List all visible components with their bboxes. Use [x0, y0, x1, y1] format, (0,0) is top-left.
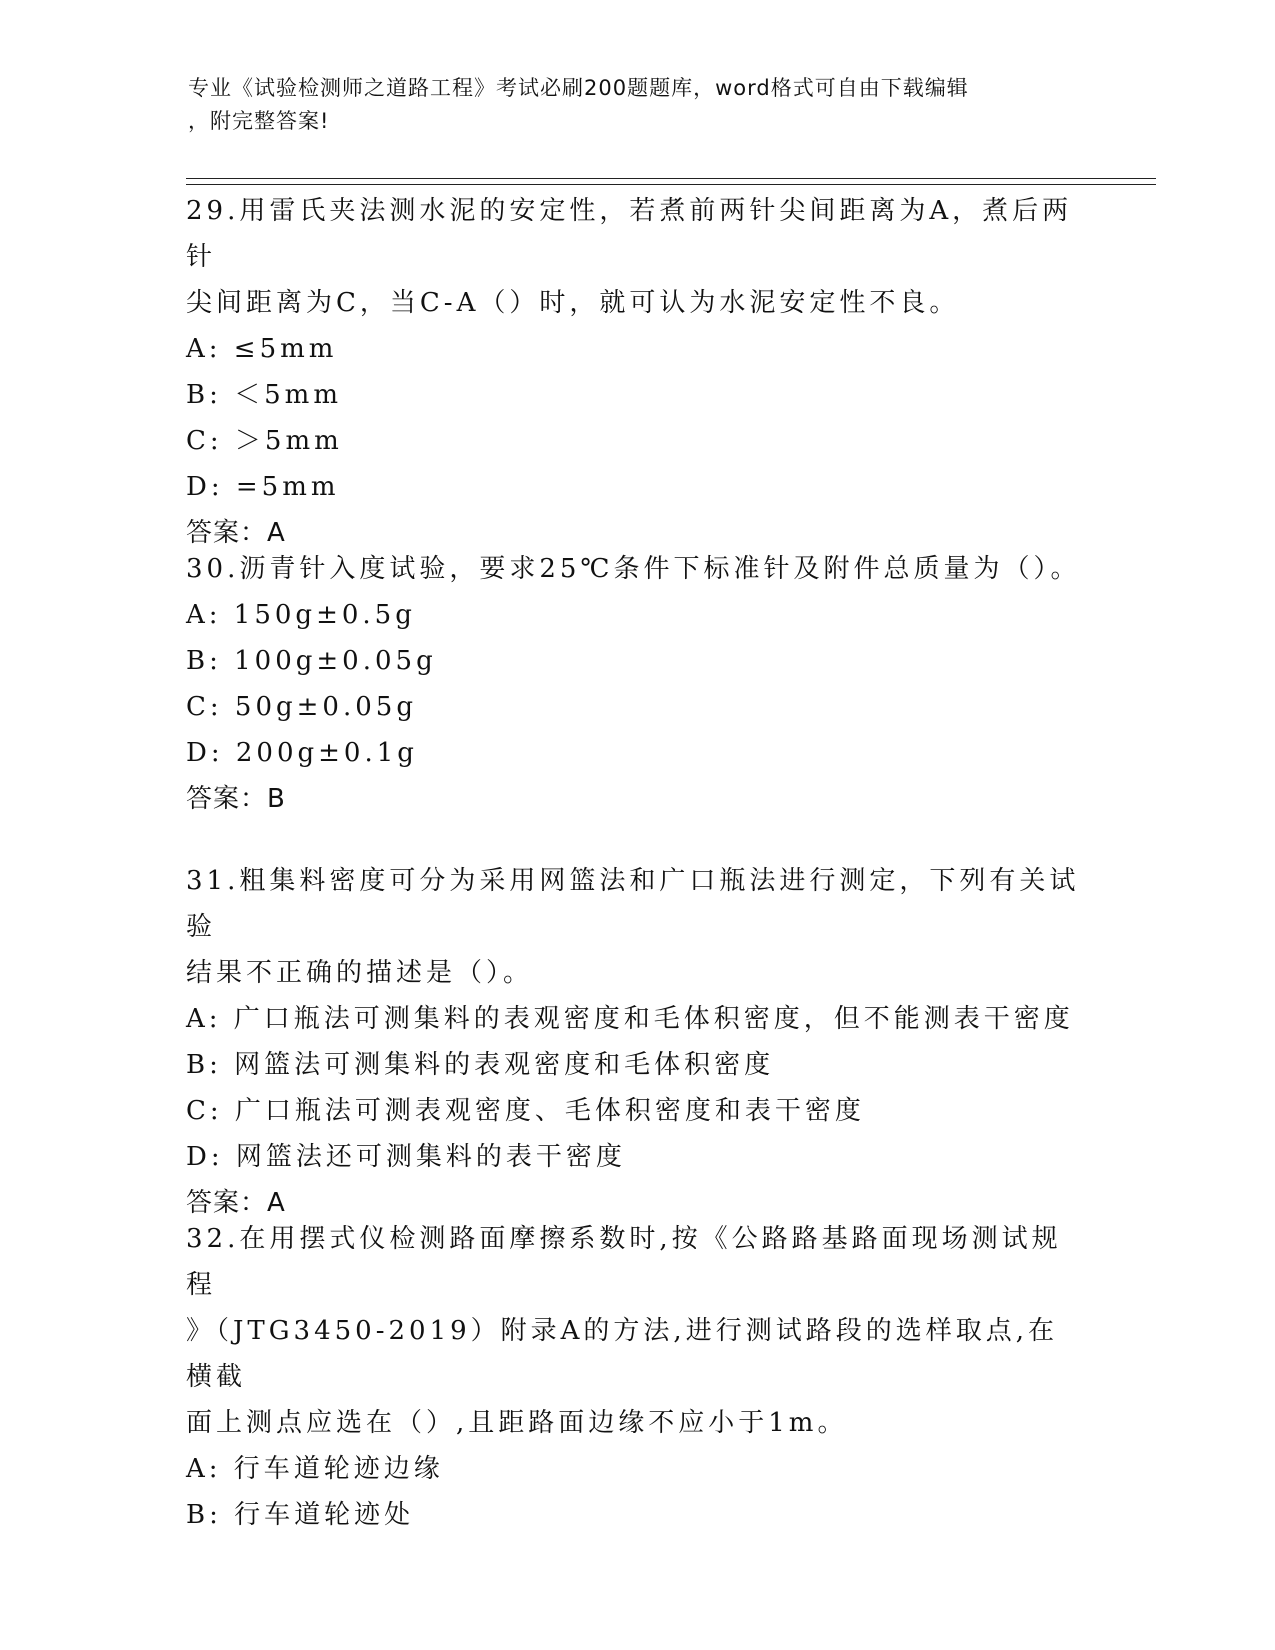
answer: 答案：A — [186, 518, 286, 548]
stem-line: 31.粗集料密度可分为采用网篮法和广口瓶法进行测定，下列有关试验 — [186, 866, 1080, 942]
stem-line: 30.沥青针入度试验，要求25℃条件下标准针及附件总质量为（）。 — [186, 554, 1081, 584]
stem-line: 29.用雷氏夹法测水泥的安定性，若煮前两针尖间距离为A，煮后两针 — [186, 196, 1073, 272]
question-stem — [186, 1216, 1086, 1446]
stem-line: 面上测点应选在（）,且距路面边缘不应小于1m。 — [186, 1408, 848, 1438]
question-32 — [186, 1216, 1086, 1538]
option-d: D: 网篮法还可测集料的表干密度 — [186, 1142, 626, 1172]
option-b: B: 100g±0.05g — [186, 646, 437, 676]
stem-line: 尖间距离为C，当C-A（）时，就可认为水泥安定性不良。 — [186, 288, 960, 318]
question-stem — [186, 546, 1086, 592]
header-divider-top — [186, 178, 1156, 179]
answer: 答案：B — [186, 784, 286, 814]
option-d: D: 200g±0.1g — [186, 738, 418, 768]
stem-line: 32.在用摆式仪检测路面摩擦系数时,按《公路路基路面现场测试规程 — [186, 1224, 1062, 1300]
option-b: B: 网篮法可测集料的表观密度和毛体积密度 — [186, 1050, 775, 1080]
header-line-2: ，附完整答案! — [188, 109, 330, 133]
stem-line: 》（JTG3450-2019）附录A的方法,进行测试路段的选样取点,在横截 — [186, 1316, 1058, 1392]
option-b: B: 行车道轮迹处 — [186, 1500, 415, 1530]
stem-line: 结果不正确的描述是（）。 — [186, 958, 534, 988]
header-divider-bottom — [186, 184, 1156, 185]
header-line-1: 专业《试验检测师之道路工程》考试必刷200题题库，word格式可自由下载编辑 — [188, 76, 969, 100]
option-c: C: 50g±0.05g — [186, 692, 417, 722]
option-a: A: ≤5mm — [186, 334, 338, 364]
option-a: A: 行车道轮迹边缘 — [186, 1454, 444, 1484]
option-c: C: 广口瓶法可测表观密度、毛体积密度和表干密度 — [186, 1096, 865, 1126]
option-c: C: ＞5mm — [186, 426, 343, 456]
document-header — [188, 72, 1068, 138]
option-b: B: ＜5mm — [186, 380, 342, 410]
answer: 答案：A — [186, 1188, 286, 1218]
option-d: D: =5mm — [186, 472, 340, 502]
option-a: A: 广口瓶法可测集料的表观密度和毛体积密度，但不能测表干密度 — [186, 1004, 1074, 1034]
question-30 — [186, 546, 1086, 822]
question-stem — [186, 188, 1086, 326]
option-a: A: 150g±0.5g — [186, 600, 416, 630]
question-29 — [186, 188, 1086, 556]
question-stem — [186, 858, 1086, 996]
question-31 — [186, 858, 1086, 1226]
